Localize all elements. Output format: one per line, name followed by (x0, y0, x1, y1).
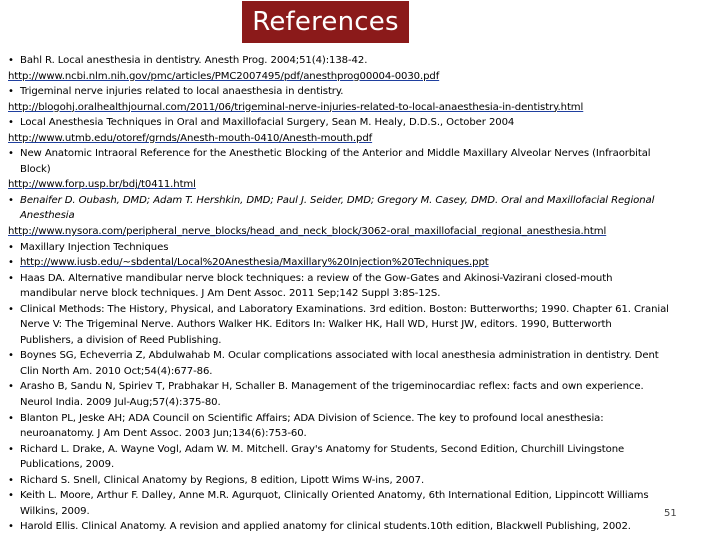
bullet-icon: • (8, 490, 14, 502)
reference-item: • Boynes SG, Echeverria Z, Abdulwahab M. Ocular complications associated with local anesthesia administration in dentistry. Dent (8, 348, 714, 364)
bullet-icon: • (8, 148, 14, 160)
reference-item: • Maxillary Injection Techniques (8, 240, 714, 256)
reference-link (8, 177, 714, 193)
reference-continuation: Anesthesia (20, 210, 75, 222)
reference-continuation: Block) (20, 163, 51, 175)
reference-continuation: Clin North Am. 2010 Oct;54(4):677-86. (20, 365, 213, 377)
reference-item: • Haas DA. Alternative mandibular nerve block techniques: a review of the Gow-Gates and Akinosi-Vazirani closed-mouth (8, 271, 714, 287)
reference-item: • Bahl R. Local anesthesia in dentistry. Anesth Prog. 2004;51(4):138-42. (8, 53, 714, 69)
reference-item: • Richard L. Drake, A. Wayne Vogl, Adam W. M. Mitchell. Gray's Anatomy for Students, Second Edition, Churchill Livingstone (8, 442, 714, 458)
reference-continuation: mandibular nerve block techniques. J Am Dent Assoc. 2011 Sep;142 Suppl 3:8S-12S. (20, 288, 441, 300)
bullet-icon: • (8, 474, 14, 486)
reference-url[interactable]: http://www.nysora.com/peripheral_nerve_blocks/head_and_neck_block/3062-oral_maxillofacial_regional_anesthesia.html (8, 226, 607, 238)
reference-url[interactable]: http://www.ncbi.nlm.nih.gov/pmc/articles/PMC2007495/pdf/anesthprog00004-0030.pdf (8, 70, 440, 82)
reference-continuation: Wilkins, 2009. (20, 505, 90, 517)
reference-url[interactable]: http://www.iusb.edu/~sbdental/Local%20Anesthesia/Maxillary%20Injection%20Techniques.ppt (20, 257, 489, 269)
reference-item: • Trigeminal nerve injuries related to local anaesthesia in dentistry. (8, 84, 714, 100)
bullet-icon: • (8, 272, 14, 284)
page-title: References (252, 7, 399, 37)
reference-url[interactable]: http://www.forp.usp.br/bdj/t0411.html (8, 179, 196, 191)
reference-continuation: Publications, 2009. (20, 459, 115, 471)
bullet-icon: • (8, 55, 14, 66)
bullet-icon: • (8, 117, 14, 129)
reference-continuation: Neurol India. 2009 Jul-Aug;57(4):375-80. (20, 397, 221, 409)
bullet-icon: • (8, 350, 14, 362)
bullet-icon: • (8, 241, 14, 253)
reference-link (8, 69, 714, 85)
reference-continuation: Publishers, a division of Reed Publishing. (20, 334, 222, 346)
bullet-icon: • (8, 412, 14, 424)
bullet-icon: • (8, 381, 14, 393)
reference-item: • New Anatomic Intraoral Reference for the Anesthetic Blocking of the Anterior and Middle Maxillary Alveolar Nerves (Infraorbital (8, 146, 714, 162)
title-banner (242, 1, 409, 43)
reference-item (8, 255, 714, 271)
bullet-icon: • (8, 521, 14, 533)
reference-url[interactable]: http://blogohj.oralhealthjournal.com/2011/06/trigeminal-nerve-injuries-related-to-local-anaesthesia-in-dentistry.html (8, 101, 584, 113)
bullet-icon: • (8, 443, 14, 455)
reference-item: • Blanton PL, Jeske AH; ADA Council on Scientific Affairs; ADA Division of Science. The key to profound local anesthesia: (8, 411, 714, 427)
reference-item: • Keith L. Moore, Arthur F. Dalley, Anne M.R. Agurquot, Clinically Oriented Anatomy, 6th International Edition, Lippincott Williams (8, 488, 714, 504)
bullet-icon: • (8, 257, 14, 269)
reference-item: • Benaifer D. Oubash, DMD; Adam T. Hershkin, DMD; Paul J. Seider, DMD; Gregory M. Casey, DMD. Oral and Maxillofacial Regional (8, 193, 714, 209)
reference-url[interactable]: http://www.utmb.edu/otoref/grnds/Anesth-mouth-0410/Anesth-mouth.pdf (8, 132, 373, 144)
page-number: 51 (664, 508, 677, 519)
bullet-icon: • (8, 86, 14, 98)
reference-continuation: Nerve V: The Trigeminal Nerve. Authors Walker HK. Editors In: Walker HK, Hall WD, Hurst JW, editors. 1990, Butterworth (20, 319, 612, 331)
reference-link (8, 224, 714, 240)
reference-link (8, 131, 714, 147)
reference-item: • Clinical Methods: The History, Physical, and Laboratory Examinations. 3rd edition. Boston: Butterworths; 1990. Chapter 61. Cranial (8, 302, 714, 318)
reference-item: • Harold Ellis. Clinical Anatomy. A revision and applied anatomy for clinical students.10th edition, Blackwell Publishing, 2002. (8, 519, 714, 535)
reference-item: • Arasho B, Sandu N, Spiriev T, Prabhakar H, Schaller B. Management of the trigeminocardiac reflex: facts and own experience. (8, 379, 714, 395)
reference-continuation: neuroanatomy. J Am Dent Assoc. 2003 Jun;134(6):753-60. (20, 428, 307, 440)
reference-list (8, 53, 714, 535)
bullet-icon: • (8, 303, 14, 315)
bullet-icon: • (8, 194, 14, 206)
reference-item: • Local Anesthesia Techniques in Oral and Maxillofacial Surgery, Sean M. Healy, D.D.S., October 2004 (8, 115, 714, 131)
reference-item: • Richard S. Snell, Clinical Anatomy by Regions, 8 edition, Lipott Wims W-ins, 2007. (8, 473, 714, 489)
reference-link (8, 100, 714, 116)
